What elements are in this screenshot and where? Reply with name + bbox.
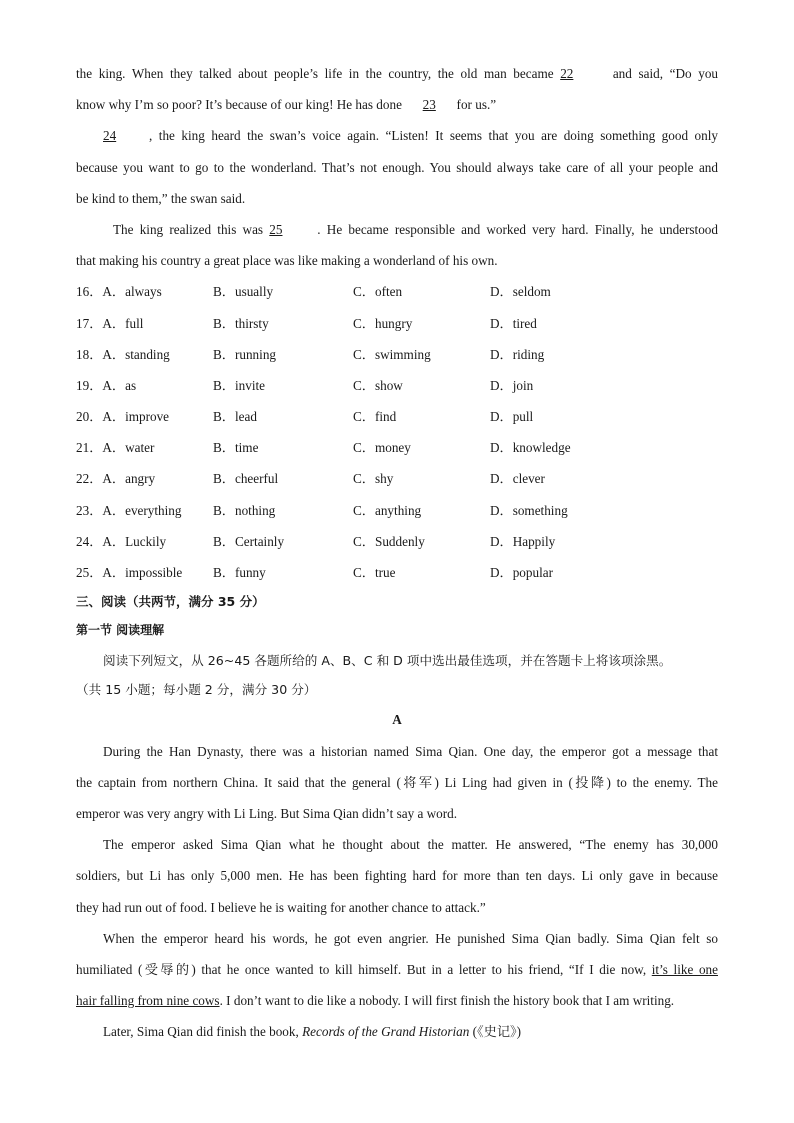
subsection-title: 第一节 阅读理解 xyxy=(76,623,165,638)
option-row xyxy=(76,463,718,494)
option-d: D．riding xyxy=(490,346,545,362)
option-b: B．funny xyxy=(213,565,266,580)
option-b: B．thirsty xyxy=(213,315,269,331)
passage-line: During the Han Dynasty, there was a historian named Sima Qian. One day, the emperor got a message that xyxy=(103,743,718,759)
text: humiliated (受辱的) that he once wanted to kill himself. But in a letter to his friend, “If I die now, xyxy=(76,961,647,977)
option-a: 17．A．full xyxy=(76,315,144,331)
cloze-line: because you want to go to the wonderland. That’s not enough. You should always take care of all your people and xyxy=(76,159,718,175)
blank-22: 22 xyxy=(560,66,574,81)
option-a: 19．A．as xyxy=(76,377,137,393)
option-b: B．lead xyxy=(213,409,257,425)
passage-line: emperor was very angry with Li Ling. But Sima Qian didn’t say a word. xyxy=(76,805,458,821)
blank-23: 23 xyxy=(422,97,436,113)
cloze-line xyxy=(76,214,718,245)
option-a: 20．A．improve xyxy=(76,409,170,425)
text: The king realized this was xyxy=(113,221,264,237)
passage-line: they had run out of food. I believe he is waiting for another chance to attack.” xyxy=(76,899,486,915)
option-row xyxy=(76,495,718,526)
cloze-line xyxy=(76,89,718,120)
option-row xyxy=(76,308,718,339)
option-row xyxy=(76,276,718,307)
option-row xyxy=(76,370,718,401)
option-c: C．anything xyxy=(353,502,422,518)
blank-25: 25 xyxy=(269,221,283,237)
option-row xyxy=(76,339,718,370)
option-a: 23．A．everything xyxy=(76,502,182,518)
option-b: B．Certainly xyxy=(213,533,285,549)
option-d: D．popular xyxy=(490,565,553,580)
passage-line: When the emperor heard his words, he got even angrier. He punished Sima Qian badly. Sima Qian felt so xyxy=(103,930,718,946)
option-c: C．find xyxy=(353,409,397,425)
cloze-line: be kind to them,” the swan said. xyxy=(76,190,246,206)
option-c: C．swimming xyxy=(353,346,431,362)
option-c: C．show xyxy=(353,377,403,393)
option-row xyxy=(76,432,718,463)
option-d: D．tired xyxy=(490,315,537,331)
option-a: 18．A．standing xyxy=(76,346,170,362)
underlined-phrase: it’s like one xyxy=(651,961,718,977)
text: . I don’t want to die like a nobody. I will first finish the history book that I am writing. xyxy=(219,993,675,1009)
passage-line: the captain from northern China. It said that the general (将军) Li Ling had given in (投降) to the enemy. The xyxy=(76,774,718,790)
passage-line: soldiers, but Li has only 5,000 men. He has been fighting hard for more than ten days. Li only gave in because xyxy=(76,868,718,884)
text: (《史记》) xyxy=(472,1024,522,1040)
instructions: （共 15 小题；每小题 2 分，满分 30 分） xyxy=(76,682,317,698)
option-b: B．usually xyxy=(213,284,274,300)
blank-24: 24 xyxy=(103,128,117,144)
exam-page xyxy=(76,58,718,1047)
option-c: C．Suddenly xyxy=(353,533,425,549)
text: . He became responsible and worked very hard. Finally, he understood xyxy=(317,221,718,237)
option-b: B．nothing xyxy=(213,502,276,518)
option-b: B．cheerful xyxy=(213,471,279,487)
option-c: C．hungry xyxy=(353,315,413,331)
option-a: 24．A．Luckily xyxy=(76,533,167,549)
option-b: B．invite xyxy=(213,377,266,393)
instructions: 阅读下列短文，从 26~45 各题所给的 A、B、C 和 D 项中选出最佳选项，并在答题卡上将该项涂黑。 xyxy=(103,653,672,669)
option-a: 21．A．water xyxy=(76,440,155,456)
options-list xyxy=(76,276,718,588)
option-b: B．time xyxy=(213,440,259,456)
option-c: C．money xyxy=(353,440,411,456)
underlined-phrase: hair falling from nine cows xyxy=(76,993,220,1009)
option-d: D．knowledge xyxy=(490,440,571,456)
text: know why I’m so poor? It’s because of our king! He has done xyxy=(76,97,402,113)
text: , the king heard the swan’s voice again. “Listen! It seems that you are doing something good only xyxy=(149,128,718,144)
text: for us.” xyxy=(456,97,497,113)
option-a: 25．A．impossible xyxy=(76,565,183,580)
cloze-line xyxy=(76,58,718,89)
text: the king. When they talked about people’s life in the country, the old man became xyxy=(76,66,554,81)
cloze-line: that making his country a great place was like making a wonderland of his own. xyxy=(76,253,498,269)
option-b: B．running xyxy=(213,346,277,362)
option-d: D．join xyxy=(490,377,534,393)
passage-line xyxy=(76,954,718,985)
option-d: D．clever xyxy=(490,471,545,487)
option-c: C．often xyxy=(353,284,403,300)
option-c: C．shy xyxy=(353,471,394,487)
cloze-line xyxy=(76,120,718,151)
option-a: 16．A．always xyxy=(76,284,162,300)
option-row xyxy=(76,557,718,588)
passage-line xyxy=(76,985,718,1016)
passage-line: The emperor asked Sima Qian what he thought about the matter. He answered, “The enemy has 30,000 xyxy=(103,837,718,853)
option-d: D．something xyxy=(490,502,568,518)
passage-line xyxy=(76,1016,718,1047)
book-title: Records of the Grand Historian xyxy=(302,1024,470,1040)
text: and said, “Do you xyxy=(612,66,718,81)
option-row xyxy=(76,401,718,432)
option-d: D．pull xyxy=(490,409,534,425)
section-title: 三、阅读（共两节，满分 35 分） xyxy=(76,594,265,610)
option-row xyxy=(76,526,718,557)
option-d: D．seldom xyxy=(490,284,551,300)
text: Later, Sima Qian did finish the book, xyxy=(103,1024,299,1040)
passage-label: A xyxy=(392,712,402,728)
option-d: D．Happily xyxy=(490,533,556,549)
option-a: 22．A．angry xyxy=(76,471,156,487)
option-c: C．true xyxy=(353,565,396,580)
